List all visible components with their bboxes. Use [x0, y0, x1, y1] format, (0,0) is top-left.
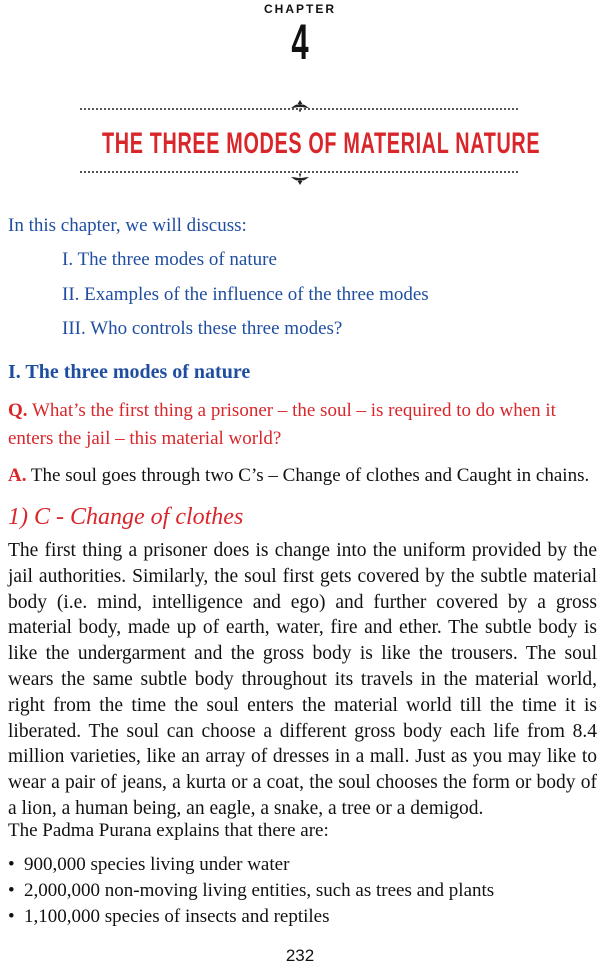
fleuron-icon — [289, 99, 311, 113]
list-item — [8, 878, 494, 904]
subheading: 1) C - Change of clothes — [8, 504, 244, 530]
chapter-number: 4 — [291, 14, 309, 70]
list-item — [8, 904, 494, 930]
answer-label: A. — [8, 465, 27, 486]
question-label: Q. — [8, 400, 28, 421]
bullet-icon: • — [8, 906, 15, 927]
chapter-title: THE THREE MODES OF MATERIAL NATURE — [101, 127, 541, 160]
toc-item: I. The three modes of nature — [62, 249, 277, 270]
chapter-intro: In this chapter, we will discuss: — [8, 215, 247, 236]
chapter-header — [0, 0, 600, 200]
list-item — [8, 852, 494, 878]
bullet-icon: • — [8, 880, 15, 901]
list-item-text: 2,000,000 non-moving living entities, such as trees and plants — [24, 880, 495, 901]
answer-text: The soul goes through two C’s – Change of clothes and Caught in chains. — [30, 465, 590, 486]
toc-item: III. Who controls these three modes? — [62, 318, 343, 339]
chapter-label: CHAPTER — [263, 2, 336, 16]
question-text: What’s the first thing a prisoner – the soul – is required to do when it enters the jail – this material world? — [8, 400, 556, 449]
body-paragraph: The first thing a prisoner does is change into the uniform provided by the jail authorities. Similarly, the soul first gets covered by the subtle material body (i.e. mind, intelligence and ego) and further covered by a gross material body, made up of earth, water, fire and ether. The subtle body is like the undergarment and the gross body is like the trousers. The soul wears the same subtle body throughout its travels in the material world, right from the time the soul enters the material world till the time it is liberated. The soul can choose a different gross body each life from 8.4 million varieties, like an array of dresses in a mall. Just as you may like to wear a pair of jeans, a kurta or a coat, the soul chooses the form or body of a lion, a human being, an eagle, a snake, a tree or a demigod. — [8, 540, 597, 819]
answer-block — [8, 462, 594, 490]
question-block — [8, 397, 594, 453]
section-heading: I. The three modes of nature — [8, 361, 251, 383]
list-item-text: 900,000 species living under water — [24, 854, 290, 875]
bullet-icon: • — [8, 854, 15, 875]
fleuron-icon — [289, 172, 311, 186]
list-item-text: 1,100,000 species of insects and reptiles — [24, 906, 330, 927]
species-list — [8, 852, 494, 930]
dotted-divider-top — [80, 108, 518, 110]
toc-item: II. Examples of the influence of the three modes — [62, 284, 429, 305]
padma-intro: The Padma Purana explains that there are: — [8, 820, 329, 841]
page-number: 232 — [285, 946, 315, 965]
